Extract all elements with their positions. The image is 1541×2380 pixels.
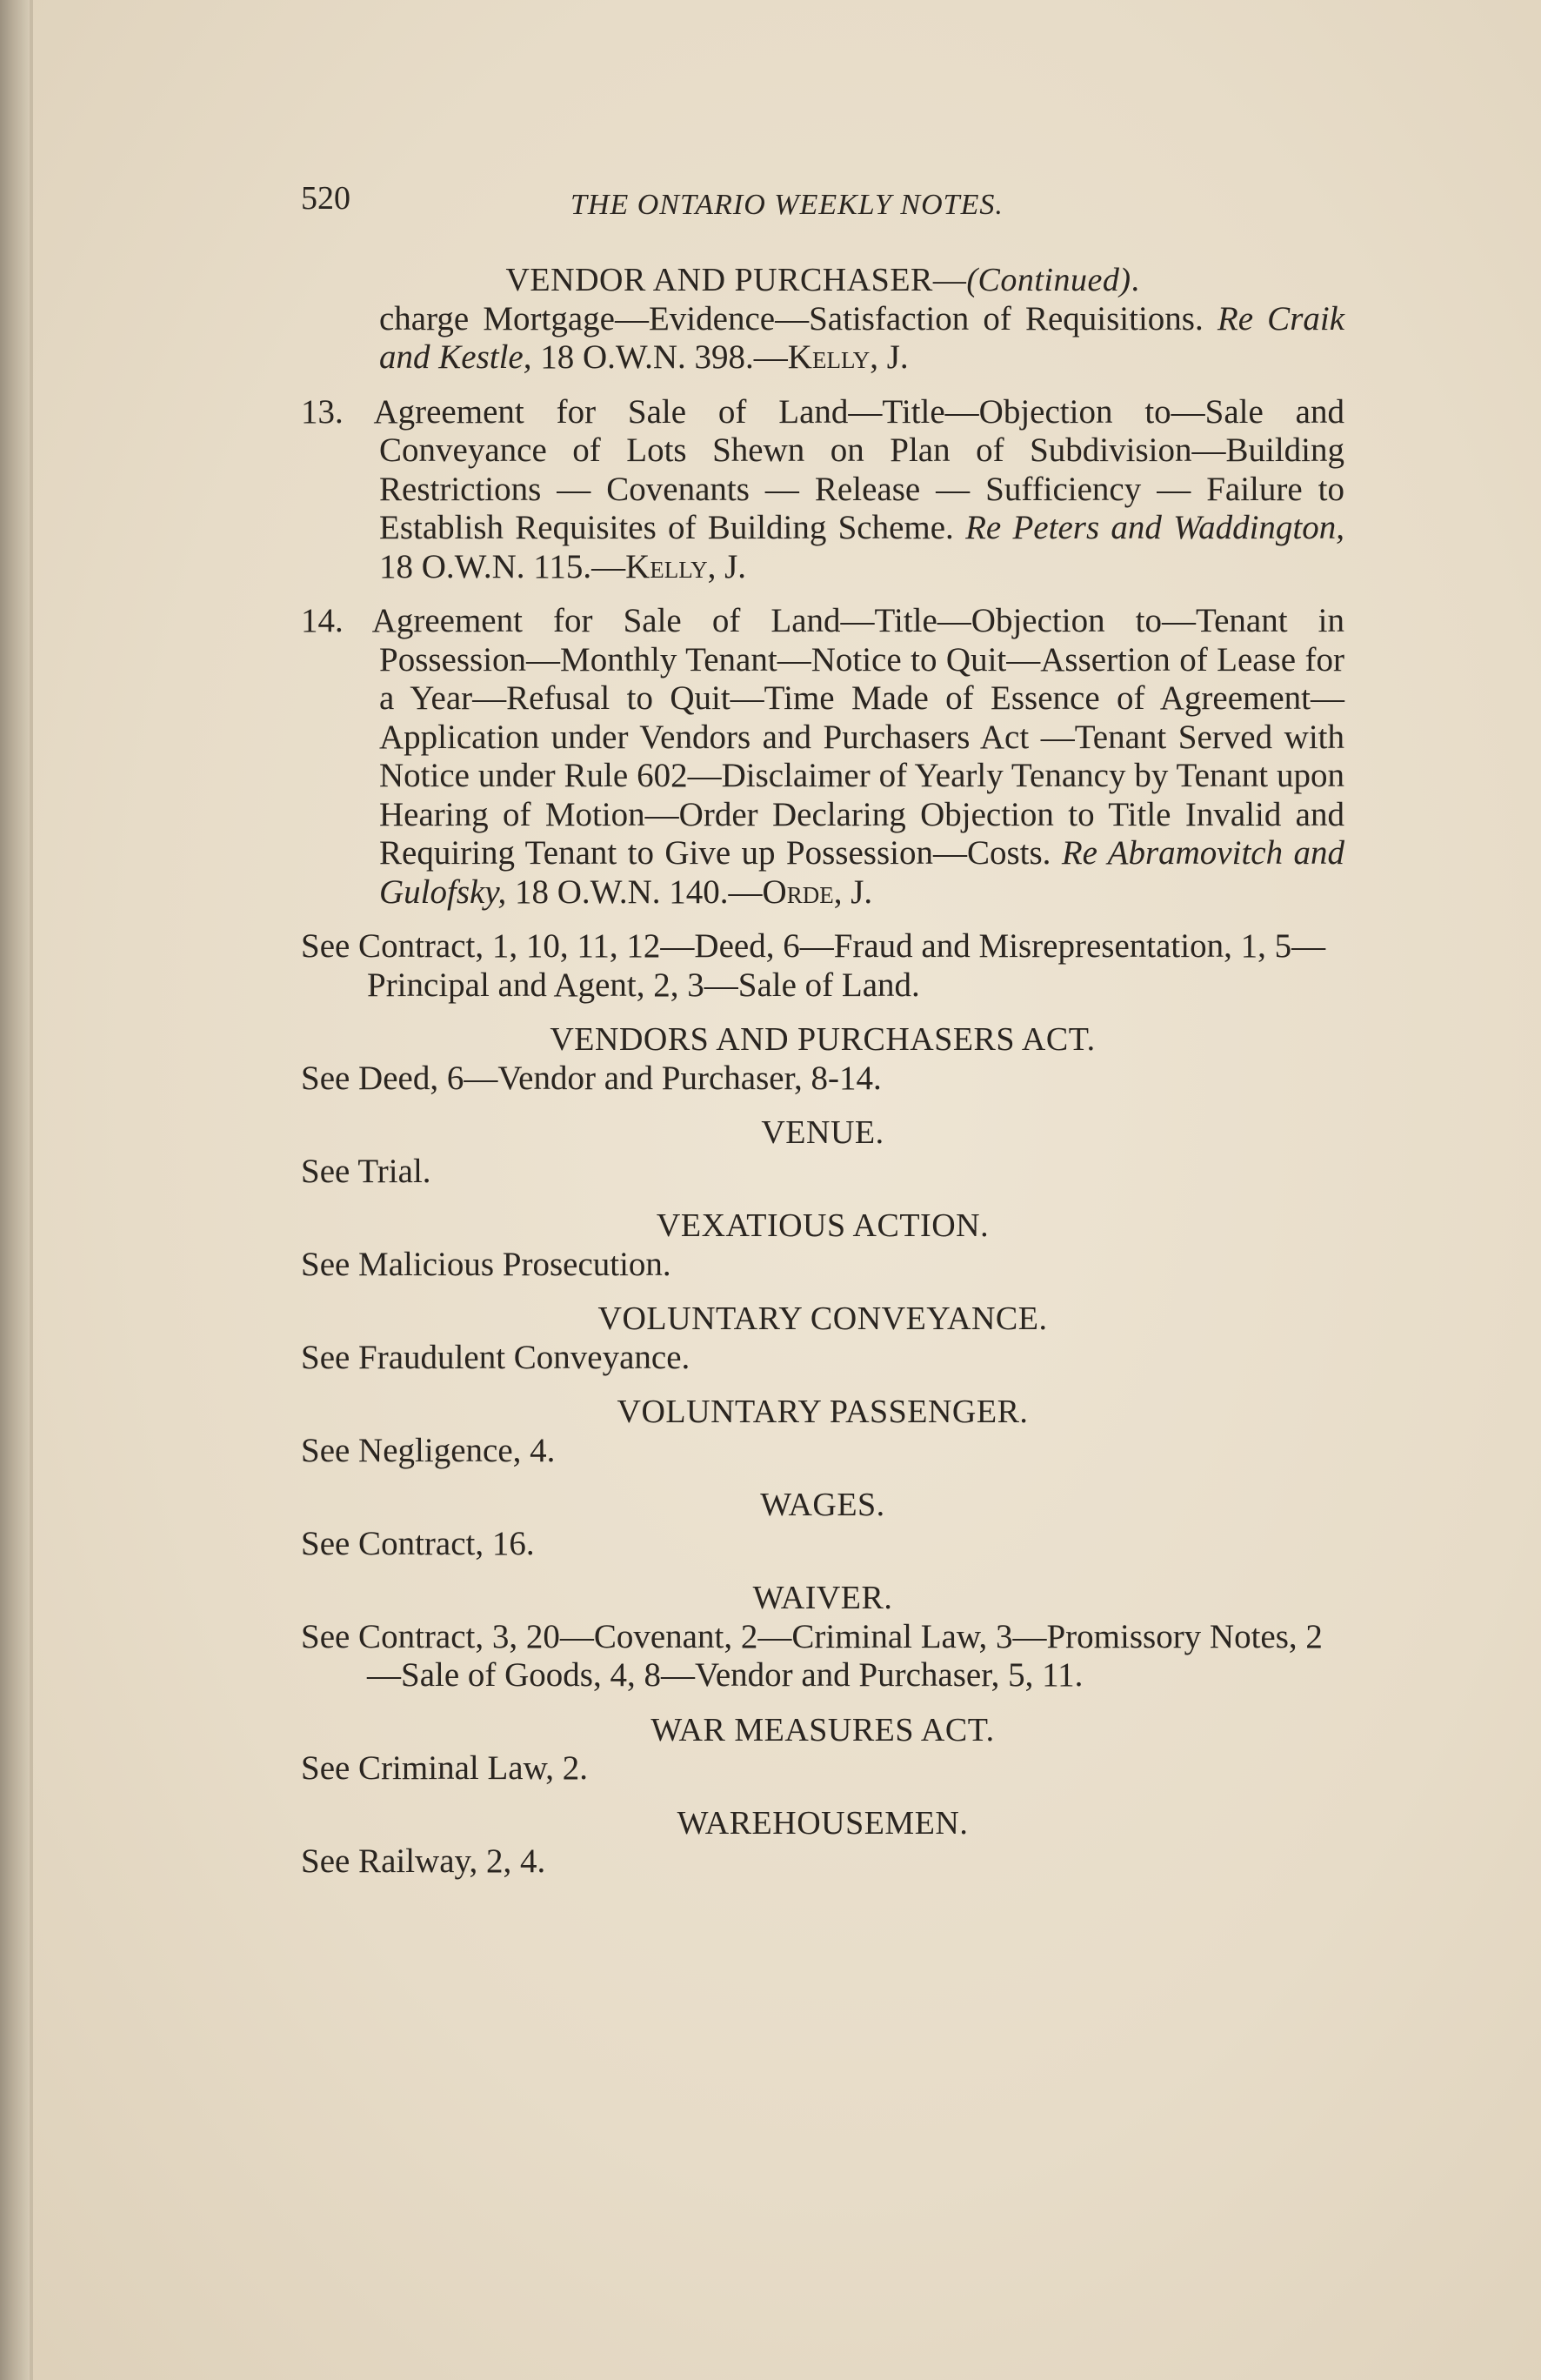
continued-entry — [301, 300, 1344, 378]
section-heading: WAIVER. — [752, 1580, 893, 1616]
citation: 18 O.W.N. 398.— — [531, 338, 788, 376]
section-war-measures-act — [301, 1711, 1344, 1788]
heading-continued: (Continued) — [966, 262, 1131, 298]
judge-suffix: , J. — [707, 547, 747, 585]
case-name: Re Craik and Kestle, — [379, 299, 1345, 376]
entry-number: 13. — [301, 392, 344, 431]
see-also: See Contract, 16. — [301, 1524, 535, 1562]
judge-suffix: , J. — [833, 872, 873, 911]
entry-text: Agreement for Sale of Land—Title—Objection to—Tenant in Possession—Monthly Tenant—Notice to Quit—Assertion of Lease for a Year—Refusal to Quit—Time Made of Essence of Agreement—Application under Vendors and Purchasers Act —Tenant Served with Notice under Rule 602—Disclaimer of Yearly Tenancy by Tenant upon Hearing of Motion—Order Declaring Objection to Title Invalid and Requiring Tenant to Give up Possession—Costs. — [343, 602, 1344, 872]
binding-edge — [30, 0, 33, 2380]
page-content — [301, 174, 1344, 1882]
judge-suffix: , J. — [870, 338, 909, 376]
see-also: See Deed, 6—Vendor and Purchaser, 8-14. — [301, 1059, 882, 1097]
section-heading: WAR MEASURES ACT. — [650, 1711, 995, 1748]
entry-number: 14. — [301, 602, 344, 639]
page-header — [301, 174, 1344, 226]
see-also: See Fraudulent Conveyance. — [301, 1338, 690, 1376]
section-waiver — [301, 1579, 1344, 1695]
section-heading: WAGES. — [760, 1487, 885, 1523]
section-voluntary-conveyance — [301, 1300, 1344, 1377]
heading-text: VENDOR AND PURCHASER— — [505, 262, 967, 298]
section-vendors-purchasers-act — [301, 1020, 1344, 1098]
see-also-vendor-purchaser: See Contract, 1, 10, 11, 12—Deed, 6—Fraud and Misrepresentation, 1, 5—Principal and Agent, 2, 3—Sale of Land. — [301, 927, 1326, 1004]
section-venue — [301, 1113, 1344, 1191]
see-also: See Contract, 3, 20—Covenant, 2—Criminal Law, 3—Promissory Notes, 2—Sale of Goods, 4, 8—Vendor and Purchaser, 5, 11. — [301, 1617, 1323, 1694]
entry-14 — [301, 602, 1344, 912]
section-wages — [301, 1486, 1344, 1563]
section-heading: VENUE. — [761, 1114, 884, 1151]
citation: 18 O.W.N. 140.— — [506, 872, 763, 911]
section-heading: VENDORS AND PURCHASERS ACT. — [550, 1021, 1096, 1058]
section-heading-vendor-purchaser — [301, 261, 1344, 300]
entry-13 — [301, 393, 1344, 587]
see-also: See Trial. — [301, 1152, 431, 1190]
see-also: See Criminal Law, 2. — [301, 1749, 588, 1787]
judge-name: Orde — [762, 872, 834, 911]
case-name: Re Abramovitch and Gulofsky, — [379, 834, 1344, 911]
entry-text: Agreement for Sale of Land—Title—Objection to—Sale and Conveyance of Lots Shewn on Plan of Subdivision—Building Restrictions — Covenants — Release — Sufficiency — Failure to Establish Requisites of Building Scheme. — [343, 392, 1344, 546]
page-number: 520 — [301, 180, 350, 217]
section-voluntary-passenger — [301, 1393, 1344, 1470]
section-heading: VEXATIOUS ACTION. — [656, 1207, 990, 1244]
see-also: See Negligence, 4. — [301, 1431, 556, 1469]
see-also: See Malicious Prosecution. — [301, 1245, 671, 1283]
citation: 18 O.W.N. 115.— — [379, 547, 626, 585]
section-vexatious-action — [301, 1207, 1344, 1284]
running-head: THE ONTARIO WEEKLY NOTES. — [570, 189, 1004, 221]
entry-text: charge Mortgage—Evidence—Satisfaction of Requisitions. — [379, 299, 1204, 338]
heading-end: . — [1131, 262, 1140, 298]
judge-name: Kelly — [787, 338, 871, 376]
see-also: See Railway, 2, 4. — [301, 1842, 546, 1880]
section-heading: VOLUNTARY CONVEYANCE. — [597, 1300, 1048, 1337]
case-name: Re Peters and Waddington, — [965, 509, 1344, 546]
book-binding — [0, 0, 30, 2380]
section-heading: VOLUNTARY PASSENGER. — [617, 1394, 1029, 1430]
section-warehousemen — [301, 1804, 1344, 1882]
judge-name: Kelly — [625, 547, 708, 585]
section-heading: WAREHOUSEMEN. — [677, 1804, 969, 1842]
